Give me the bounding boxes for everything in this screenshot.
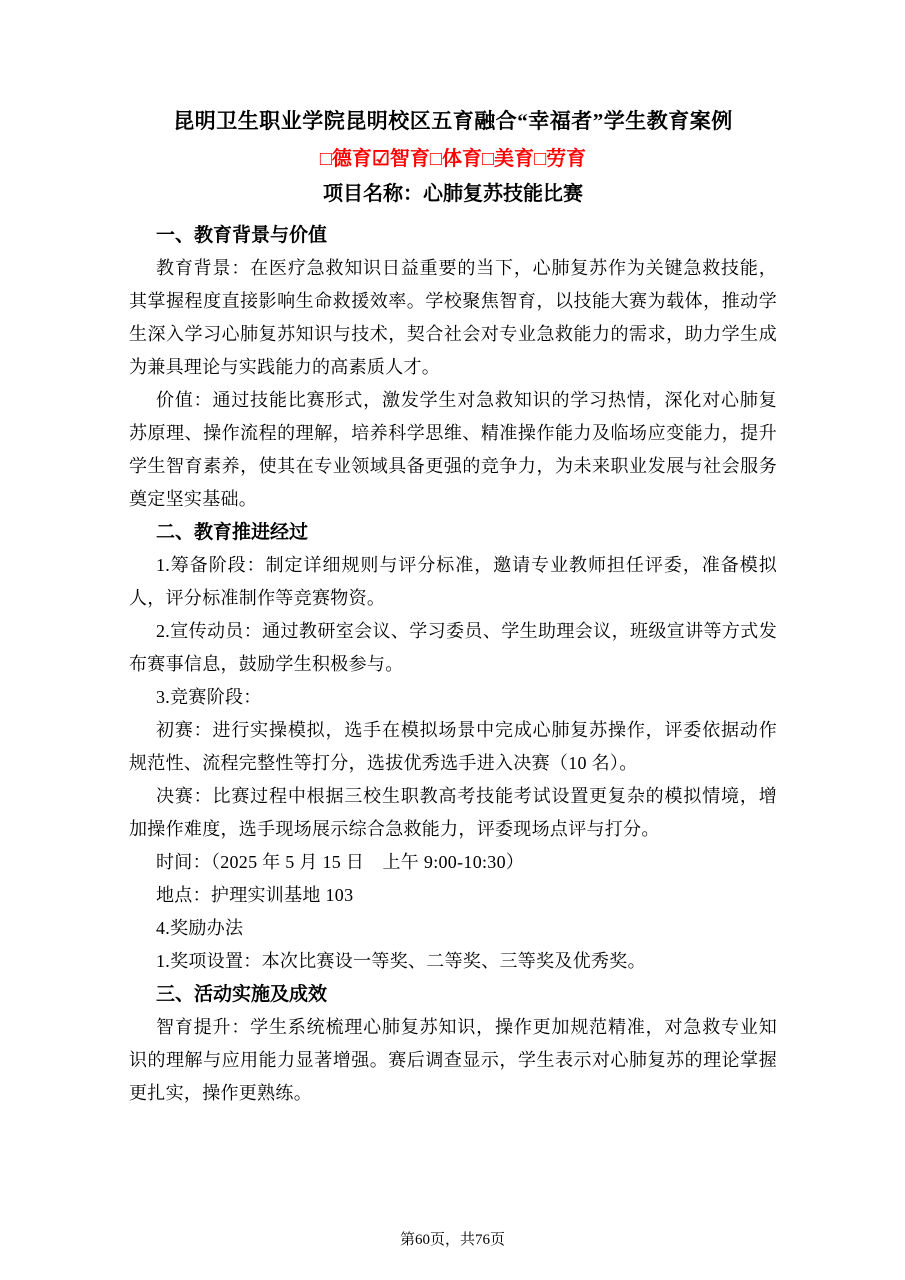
paragraph-preliminary-round: 初赛：进行实操模拟，选手在模拟场景中完成心肺复苏操作，评委依据动作规范性、流程完整性等打分，选拔优秀选手进入决赛（10 名）。 <box>129 720 777 773</box>
checkbox-labor-education: □劳育 <box>534 148 587 170</box>
paragraph-education-background: 教育背景：在医疗急救知识日益重要的当下，心肺复苏作为关键急救技能，其掌握程度直接影响生命救援效率。学校聚焦智育，以技能大赛为载体，推动学生深入学习心肺复苏知识与技术，契合社会对专业急救能力的需求，助力学生成为兼具理论与实践能力的高素质人才。 <box>129 258 777 377</box>
section3-heading: 三、活动实施及成效 <box>156 984 328 1005</box>
paragraph-time: 时间：（2025 年 5 月 15 日 上午 9:00-10:30） <box>156 852 525 872</box>
page-number-footer: 第60页，共76页 <box>399 1232 505 1248</box>
paragraph-preparation-stage: 1.筹备阶段：制定详细规则与评分标准，邀请专业教师担任评委，准备模拟人，评分标准制作等竞赛物资。 <box>129 555 777 608</box>
checkbox-moral-education: □德育 <box>319 148 372 170</box>
paragraph-value: 价值：通过技能比赛形式，激发学生对急救知识的学习热情，深化对心肺复苏原理、操作流程的理解，培养科学思维、精准操作能力及临场应变能力，提升学生智育素养，使其在专业领域具备更强的竞争力，为未来职业发展与社会服务奠定坚实基础。 <box>129 390 777 509</box>
checkbox-intellectual-education: ☑智育 <box>371 148 430 170</box>
checkbox-aesthetic-education: □美育 <box>481 148 535 170</box>
paragraph-publicity-mobilization: 2.宣传动员：通过教研室会议、学习委员、学生助理会议，班级宣讲等方式发布赛事信息，鼓励学生积极参与。 <box>129 621 777 674</box>
paragraph-final-round: 决赛：比赛过程中根据三校生职教高考技能考试设置更复杂的模拟情境，增加操作难度，选手现场展示综合急救能力，评委现场点评与打分。 <box>129 786 777 839</box>
section2-heading: 二、教育推进经过 <box>156 522 309 543</box>
checkbox-physical-education: □体育 <box>429 148 482 170</box>
section1-heading: 一、教育背景与价值 <box>156 225 328 246</box>
five-education-checkbox-line <box>129 144 777 174</box>
paragraph-award-method: 4.奖励办法 <box>156 918 244 938</box>
paragraph-place: 地点：护理实训基地 103 <box>156 885 354 905</box>
paragraph-award-setting: 1.奖项设置：本次比赛设一等奖、二等奖、三等奖及优秀奖。 <box>156 951 646 971</box>
paragraph-competition-stage: 3.竞赛阶段： <box>156 687 262 707</box>
project-name-line: 项目名称：心肺复苏技能比赛 <box>323 183 583 205</box>
paragraph-intellectual-improvement: 智育提升：学生系统梳理心肺复苏知识，操作更加规范精准，对急救专业知识的理解与应用能力显著增强。赛后调查显示，学生表示对心肺复苏的理论掌握更扎实，操作更熟练。 <box>129 1017 777 1103</box>
document-title: 昆明卫生职业学院昆明校区五育融合“幸福者”学生教育案例 <box>173 109 733 133</box>
